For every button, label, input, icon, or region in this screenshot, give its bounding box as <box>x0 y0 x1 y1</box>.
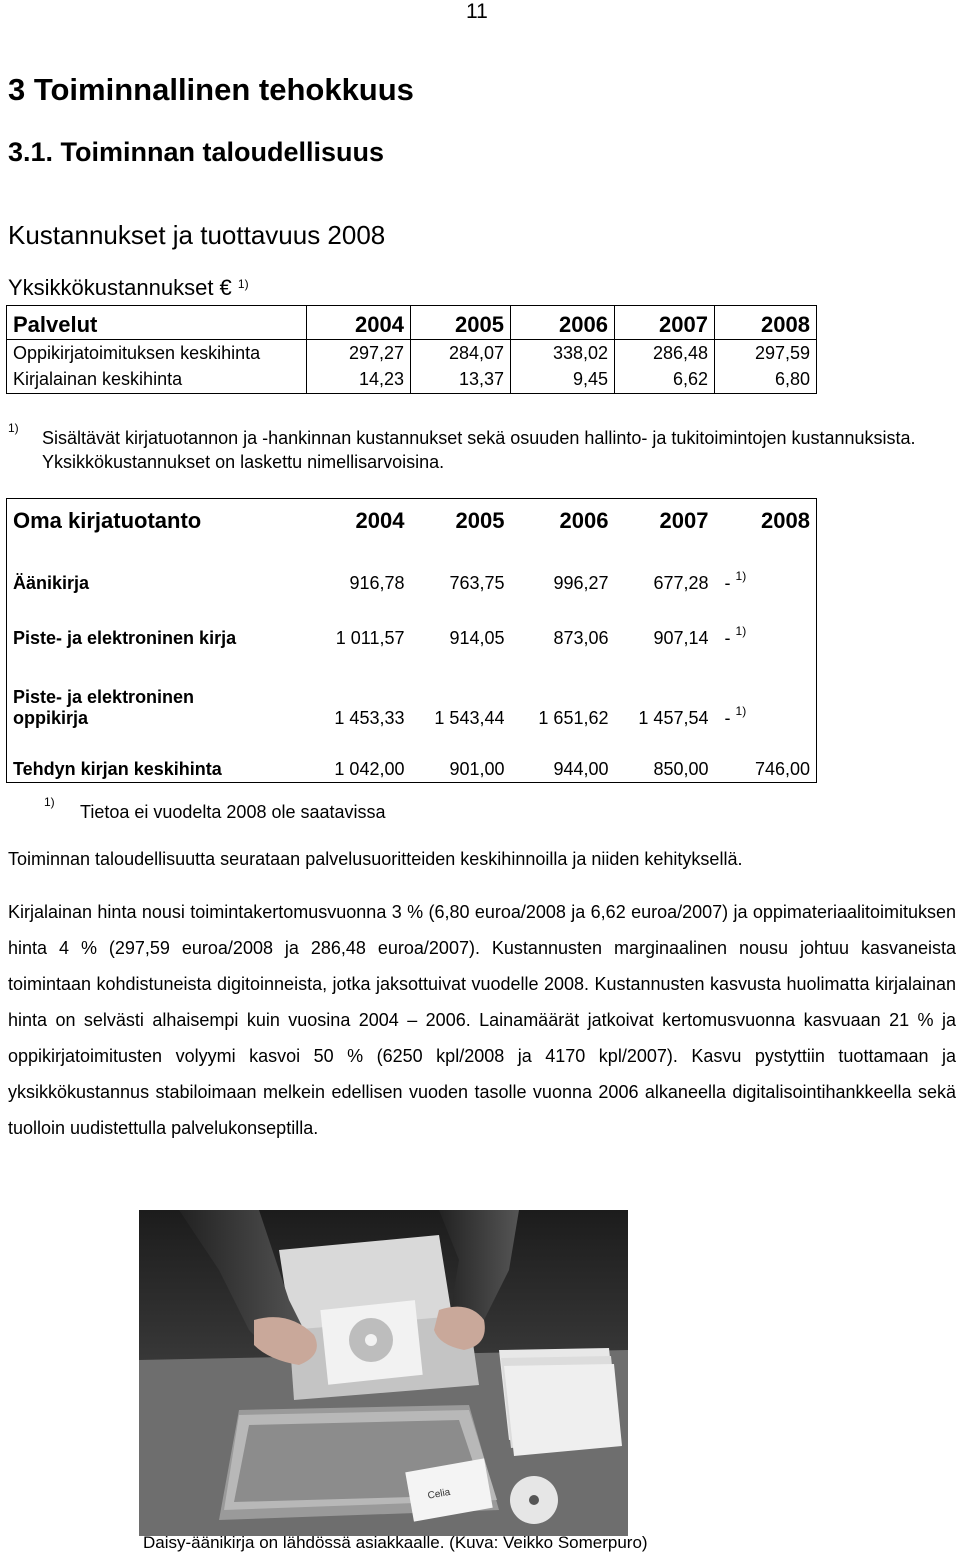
table-cell: Kirjalainan keskihinta <box>7 367 307 394</box>
table-cell: 297,27 <box>307 340 411 367</box>
table-header-cell: 2006 <box>559 507 609 533</box>
table-header-cell: 2006 <box>511 306 615 340</box>
paragraph: Kirjalainan hinta nousi toimintakertomusvuonna 3 % (6,80 euroa/2008 ja 6,62 euroa/2007) ja oppimateriaalitoimituksen hinta 4 % (297,59 euroa/2008 ja 286,48 euroa/2007). Kustannusten marginaalinen nousu johtuu kasvaneista toimintaan kohdistuneista digitoinneista, jotka jaksottuivat vuodelle 2008. Kustannusten kasvusta huolimatta kirjalainan hinta on selvästi alhaisempi kuin vuosina 2004 – 2006. Lainamäärät jatkoivat kertomusvuonna kasvuaan 21 % ja oppikirjatoimitusten volyymi kasvoi 50 % (6250 kpl/2008 ja 4170 kpl/2007). Kasvu pystyttiin tuottamaan ja yksikkökustannus stabiloimaan melkein edellisen vuoden tasolle vuonna 2006 alkaneella digitalisointihankkeella sekä tuolloin uudistettulla palvelukonseptilla. <box>8 902 956 1138</box>
table-cell: 1 453,33 <box>334 707 405 728</box>
table-header-row <box>7 499 817 543</box>
table-cell: 297,59 <box>715 340 817 367</box>
subsection-heading: Kustannukset ja tuottavuus 2008 <box>8 220 386 250</box>
table-cell: 286,48 <box>615 340 715 367</box>
table-cell: 284,07 <box>411 340 511 367</box>
footnote-marker: 1) <box>8 421 19 435</box>
table-cell: 1 651,62 <box>538 707 609 728</box>
unit-costs-heading-text: Yksikkökustannukset € <box>8 275 232 300</box>
chapter-heading: 3 Toiminnallinen tehokkuus <box>8 72 414 107</box>
table-row-label: Piste- ja elektroninen kirja <box>13 627 237 648</box>
table-cell: 13,37 <box>411 367 511 394</box>
table-cell: 763,75 <box>449 572 505 593</box>
table-cell: 746,00 <box>754 759 810 779</box>
table-row-label-line: oppikirja <box>13 707 89 728</box>
table-header-cell: 2007 <box>615 306 715 340</box>
photo-illustration <box>139 1210 628 1536</box>
table-row-label: Äänikirja <box>13 572 90 593</box>
table-cell: 914,05 <box>449 627 505 648</box>
section-heading: 3.1. Toiminnan taloudellisuus <box>8 137 385 167</box>
envelope-stack <box>499 1348 622 1456</box>
table-row <box>7 733 817 783</box>
table-header-cell: 2005 <box>411 306 511 340</box>
cell-value: - <box>724 707 731 728</box>
cell-footnote-sup: 1) <box>735 623 747 638</box>
photo-caption: Daisy-äänikirja on lähdössä asiakkaalle. (Kuva: Veikko Somerpuro) <box>143 1533 648 1552</box>
table-cell: 916,78 <box>349 572 405 593</box>
table-cell: 850,00 <box>653 759 709 779</box>
table-cell <box>715 653 817 733</box>
table-cell: Oppikirjatoimituksen keskihinta <box>7 340 307 367</box>
table-cell <box>715 543 817 598</box>
table-cell: 9,45 <box>511 367 615 394</box>
table-row <box>7 598 817 653</box>
cell-value: - <box>724 627 731 648</box>
disc-label-text: Celia <box>426 1486 452 1502</box>
table-row <box>7 653 817 733</box>
table-cell: 1 011,57 <box>335 627 405 648</box>
table-cell: 6,80 <box>715 367 817 394</box>
footnote-text: Tietoa ei vuodelta 2008 ole saatavissa <box>80 802 386 822</box>
table-cell: 996,27 <box>553 572 609 593</box>
table-header-cell: 2007 <box>659 507 709 533</box>
table-header-cell: 2004 <box>307 306 411 340</box>
table-row <box>7 367 817 394</box>
table-row-label-line: Piste- ja elektroninen <box>13 686 195 707</box>
disc-sleeve <box>320 1300 422 1385</box>
table-cell: 1 042,00 <box>334 759 405 779</box>
table-row-label <box>7 653 307 733</box>
table-row <box>7 340 817 367</box>
cell-value: - <box>724 572 731 593</box>
own-production-table <box>6 498 817 783</box>
table-header-cell: 2004 <box>355 507 405 533</box>
table-cell: 1 457,54 <box>638 707 709 728</box>
table-cell: 901,00 <box>449 759 505 779</box>
table-header-cell: 2008 <box>715 306 817 340</box>
photo <box>139 1210 628 1536</box>
table-header-cell: Oma kirjatuotanto <box>13 507 202 533</box>
footnote-text: Sisältävät kirjatuotannon ja -hankinnan kustannukset sekä osuuden hallinto- ja tukitoimintojen kustannuksista. Yksikkökustannukset on laskettu nimellisarvoisina. <box>42 428 916 472</box>
table-row <box>7 543 817 598</box>
table-header-cell: 2005 <box>455 507 505 533</box>
table-row-label: Tehdyn kirjan keskihinta <box>13 759 222 779</box>
table-header-cell: 2008 <box>761 507 810 533</box>
table-cell: 873,06 <box>553 627 609 648</box>
table-cell: 6,62 <box>615 367 715 394</box>
cell-footnote-sup: 1) <box>735 703 747 718</box>
table-cell: 907,14 <box>653 627 709 648</box>
page-number: 11 <box>466 0 488 23</box>
table-cell: 1 543,44 <box>434 707 505 728</box>
table-header-cell: Palvelut <box>7 306 307 340</box>
table-header-row <box>7 306 817 340</box>
unit-costs-heading <box>8 273 249 303</box>
table-cell: 338,02 <box>511 340 615 367</box>
unit-costs-table <box>6 305 817 394</box>
unit-costs-heading-sup: 1) <box>237 277 249 291</box>
table-cell: 944,00 <box>553 759 609 779</box>
table-cell: 14,23 <box>307 367 411 394</box>
cell-footnote-sup: 1) <box>735 568 747 583</box>
paragraph: Toiminnan taloudellisuutta seurataan palvelusuoritteiden keskihinnoilla ja niiden kehityksellä. <box>8 849 743 869</box>
table-cell <box>715 598 817 653</box>
footnote-marker: 1) <box>44 795 55 809</box>
table-cell: 677,28 <box>653 572 709 593</box>
